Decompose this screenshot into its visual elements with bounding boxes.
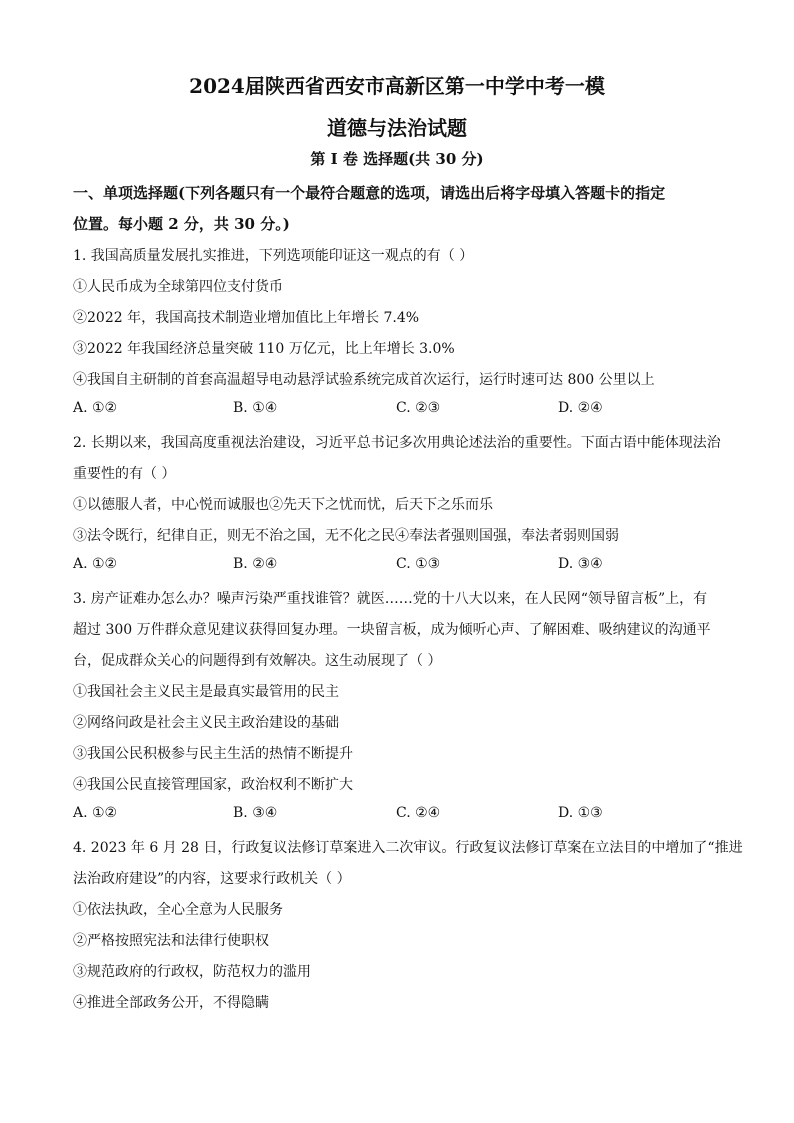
q2-statement-2: ③法令既行，纪律自正，则无不治之国，无不化之民④奉法者强则国强，奉法者弱则国弱 bbox=[73, 528, 619, 544]
q3-statement-3: ③我国公民积极参与民主生活的热情不断提升 bbox=[73, 746, 353, 762]
q1-statement-3: ③2022 年我国经济总量突破 110 万亿元，比上年增长 3.0% bbox=[73, 341, 455, 357]
q4-statement-4: ④推进全部政务公开，不得隐瞒 bbox=[73, 995, 269, 1011]
q3-option-b: B. ③④ bbox=[233, 805, 278, 821]
q1-statement-2: ②2022 年，我国高技术制造业增加值比上年增长 7.4% bbox=[73, 310, 420, 326]
q3-statement-1: ①我国社会主义民主是最真实最管用的民主 bbox=[73, 684, 339, 700]
q4-stem-line1: 4. 2023 年 6 月 28 日，行政复议法修订草案进入二次审议。行政复议法修订草案在立法目的中增加了“推进 bbox=[73, 840, 743, 856]
q1-statement-1: ①人民币成为全球第四位支付货币 bbox=[73, 279, 283, 295]
q3-stem-line1: 3. 房产证难办怎么办？噪声污染严重找谁管？就医……党的十八大以来，在人民网“领导留言板”上，有 bbox=[73, 591, 708, 607]
section-instruction-line2: 位置。每小题 2 分，共 30 分。) bbox=[73, 215, 290, 233]
q3-option-a: A. ①② bbox=[73, 805, 118, 821]
q3-stem-line3: 台，促成群众关心的问题得到有效解决。这生动展现了（ ） bbox=[73, 653, 442, 669]
q2-statement-1: ①以德服人者，中心悦而诚服也②先天下之忧而忧，后天下之乐而乐 bbox=[73, 497, 493, 513]
part-heading: 第 I 卷 选择题(共 30 分) bbox=[310, 150, 484, 168]
q4-statement-1: ①依法执政，全心全意为人民服务 bbox=[73, 902, 283, 918]
q3-statement-2: ②网络问政是社会主义民主政治建设的基础 bbox=[73, 715, 339, 731]
q2-option-a: A. ①② bbox=[73, 556, 118, 572]
q2-stem-line2: 重要性的有（ ） bbox=[73, 466, 176, 482]
q3-option-d: D. ①③ bbox=[558, 805, 603, 821]
q1-option-a: A. ①② bbox=[73, 400, 118, 416]
subject-title: 道德与法治试题 bbox=[327, 116, 467, 140]
q1-stem: 1. 我国高质量发展扎实推进，下列选项能印证这一观点的有（ ） bbox=[73, 248, 474, 264]
q1-statement-4: ④我国自主研制的首套高温超导电动悬浮试验系统完成首次运行，运行时速可达 800 公里以上 bbox=[73, 372, 655, 388]
q1-option-d: D. ②④ bbox=[558, 400, 603, 416]
q3-option-c: C. ②④ bbox=[396, 805, 441, 821]
section-instruction-line1: 一、单项选择题(下列各题只有一个最符合题意的选项，请选出后将字母填入答题卡的指定 bbox=[73, 184, 666, 202]
q2-stem-line1: 2. 长期以来，我国高度重视法治建设，习近平总书记多次用典论述法治的重要性。下面古语中能体现法治 bbox=[73, 435, 721, 451]
q1-option-b: B. ①④ bbox=[233, 400, 278, 416]
q3-stem-line2: 超过 300 万件群众意见建议获得回复办理。一块留言板，成为倾听心声、了解困难、吸纳建议的沟通平 bbox=[73, 622, 711, 638]
q2-option-d: D. ③④ bbox=[558, 556, 603, 572]
q1-option-c: C. ②③ bbox=[396, 400, 441, 416]
q2-option-b: B. ②④ bbox=[233, 556, 278, 572]
q2-option-c: C. ①③ bbox=[396, 556, 441, 572]
q4-statement-2: ②严格按照宪法和法律行使职权 bbox=[73, 933, 269, 949]
q4-statement-3: ③规范政府的行政权，防范权力的滥用 bbox=[73, 964, 311, 980]
q3-statement-4: ④我国公民直接管理国家，政治权利不断扩大 bbox=[73, 777, 353, 793]
exam-title: 2024届陕西省西安市高新区第一中学中考一模 bbox=[189, 74, 605, 98]
q4-stem-line2: 法治政府建设”的内容，这要求行政机关（ ） bbox=[73, 871, 351, 887]
